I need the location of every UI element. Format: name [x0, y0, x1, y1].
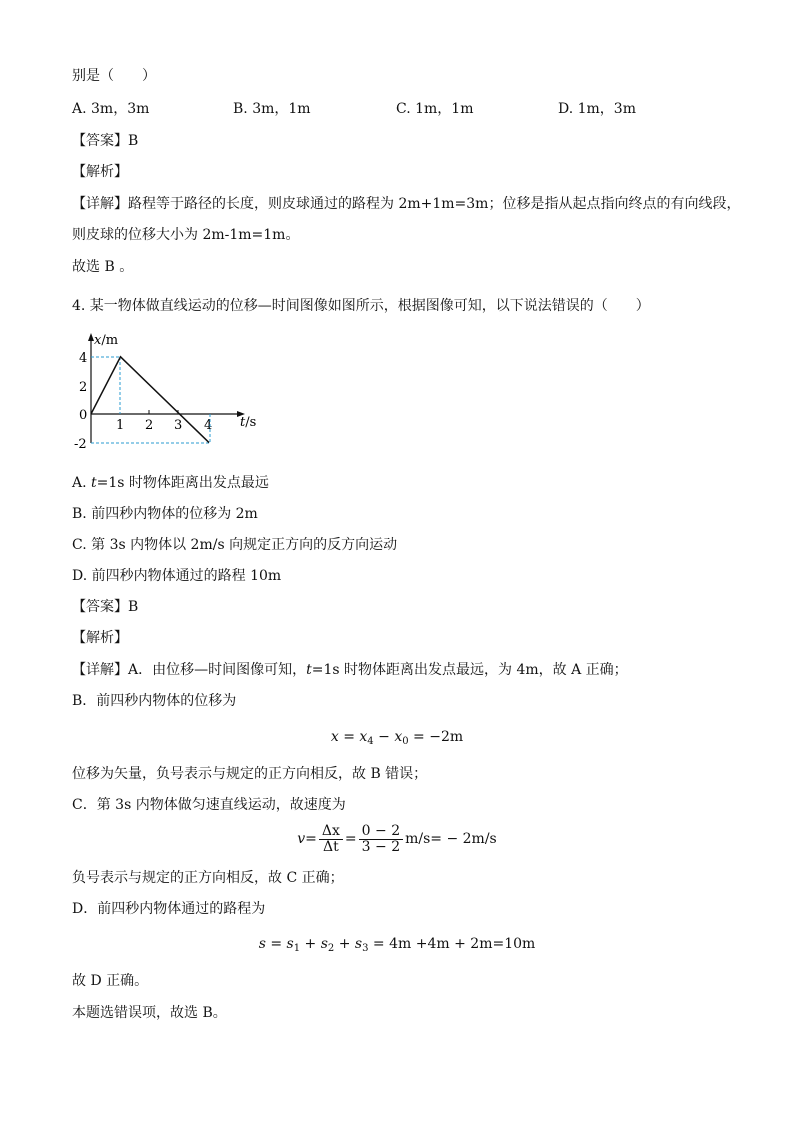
q4-answer: 【答案】B: [72, 599, 139, 615]
y-tick-minus2: -2: [74, 437, 87, 452]
q4-detail-d-label: D．前四秒内物体通过的路程为: [72, 901, 266, 917]
x-tick-3: 3: [174, 418, 183, 433]
y-tick-4: 4: [79, 351, 88, 366]
q3-conclusion: 故选 B 。: [72, 259, 134, 275]
q4-final: 本题选错误项，故选 B。: [72, 1005, 227, 1021]
q4-option-c: C. 第 3s 内物体以 2m/s 向规定正方向的反方向运动: [72, 537, 398, 553]
x-tick-1: 1: [116, 418, 125, 433]
q3-option-a: A. 3m，3m: [72, 101, 150, 117]
q4-analysis-label: 【解析】: [72, 630, 128, 646]
q4-detail-b-label: B．前四秒内物体的位移为: [72, 693, 237, 709]
q3-detail-line2: 则皮球的位移大小为 2m-1m=1m。: [72, 227, 300, 243]
q4-option-b: B. 前四秒内物体的位移为 2m: [72, 506, 258, 522]
fraction-values: $\frac{0 - 2}{3 - 2}$: [359, 824, 403, 855]
equation-d: $s = s_1 + s_2 + s_3 = 4m +4m + 2m=10m$: [258, 936, 536, 954]
q3-analysis-label: 【解析】: [72, 164, 128, 180]
q3-option-c: C. 1m，1m: [396, 101, 474, 117]
y-tick-2: 2: [79, 380, 88, 395]
y-axis-title: x/m: [94, 333, 119, 348]
equation-c: v= $\frac{\Delta x}{\Delta t}$ = $\frac{0 - 2}{3 - 2}$ m/s= − 2m/s: [297, 822, 497, 855]
q4-option-a: A. t=1s 时物体距离出发点最远: [72, 475, 269, 491]
y-tick-0: 0: [79, 408, 88, 423]
x-axis-title: t/s: [240, 415, 257, 430]
fraction-dx-dt: $\frac{\Delta x}{\Delta t}$: [319, 824, 343, 855]
q3-option-d: D. 1m，3m: [558, 101, 636, 117]
equation-b: $x = x_4 - x_0 = -2m$: [330, 729, 464, 747]
q3-detail-line1: 【详解】路程等于路径的长度，则皮球通过的路程为 2m+1m=3m；位移是指从起点指向终点的有向线段，: [72, 196, 741, 212]
q3-stem-tail: 别是（ ）: [72, 68, 156, 84]
q4-detail-a: 【详解】A．由位移—时间图像可知，t=1s 时物体距离出发点最远，为 4m，故 A 正确；: [72, 662, 628, 678]
q4-detail-c-label: C．第 3s 内物体做匀速直线运动，故速度为: [72, 797, 346, 813]
q4-detail-b-note: 位移为矢量，负号表示与规定的正方向相反，故 B 错误；: [72, 766, 428, 782]
q3-option-b: B. 3m，1m: [233, 101, 311, 117]
q4-stem: 4. 某一物体做直线运动的位移—时间图像如图所示，根据图像可知，以下说法错误的（ ）: [72, 298, 650, 314]
q4-detail-d-note: 故 D 正确。: [72, 973, 149, 989]
x-tick-4: 4: [204, 418, 213, 433]
xt-graph: [70, 325, 270, 455]
q4-option-d: D. 前四秒内物体通过的路程 10m: [72, 568, 282, 584]
q3-answer: 【答案】B: [72, 133, 139, 149]
q4-detail-c-note: 负号表示与规定的正方向相反，故 C 正确；: [72, 870, 344, 886]
x-tick-2: 2: [145, 418, 154, 433]
